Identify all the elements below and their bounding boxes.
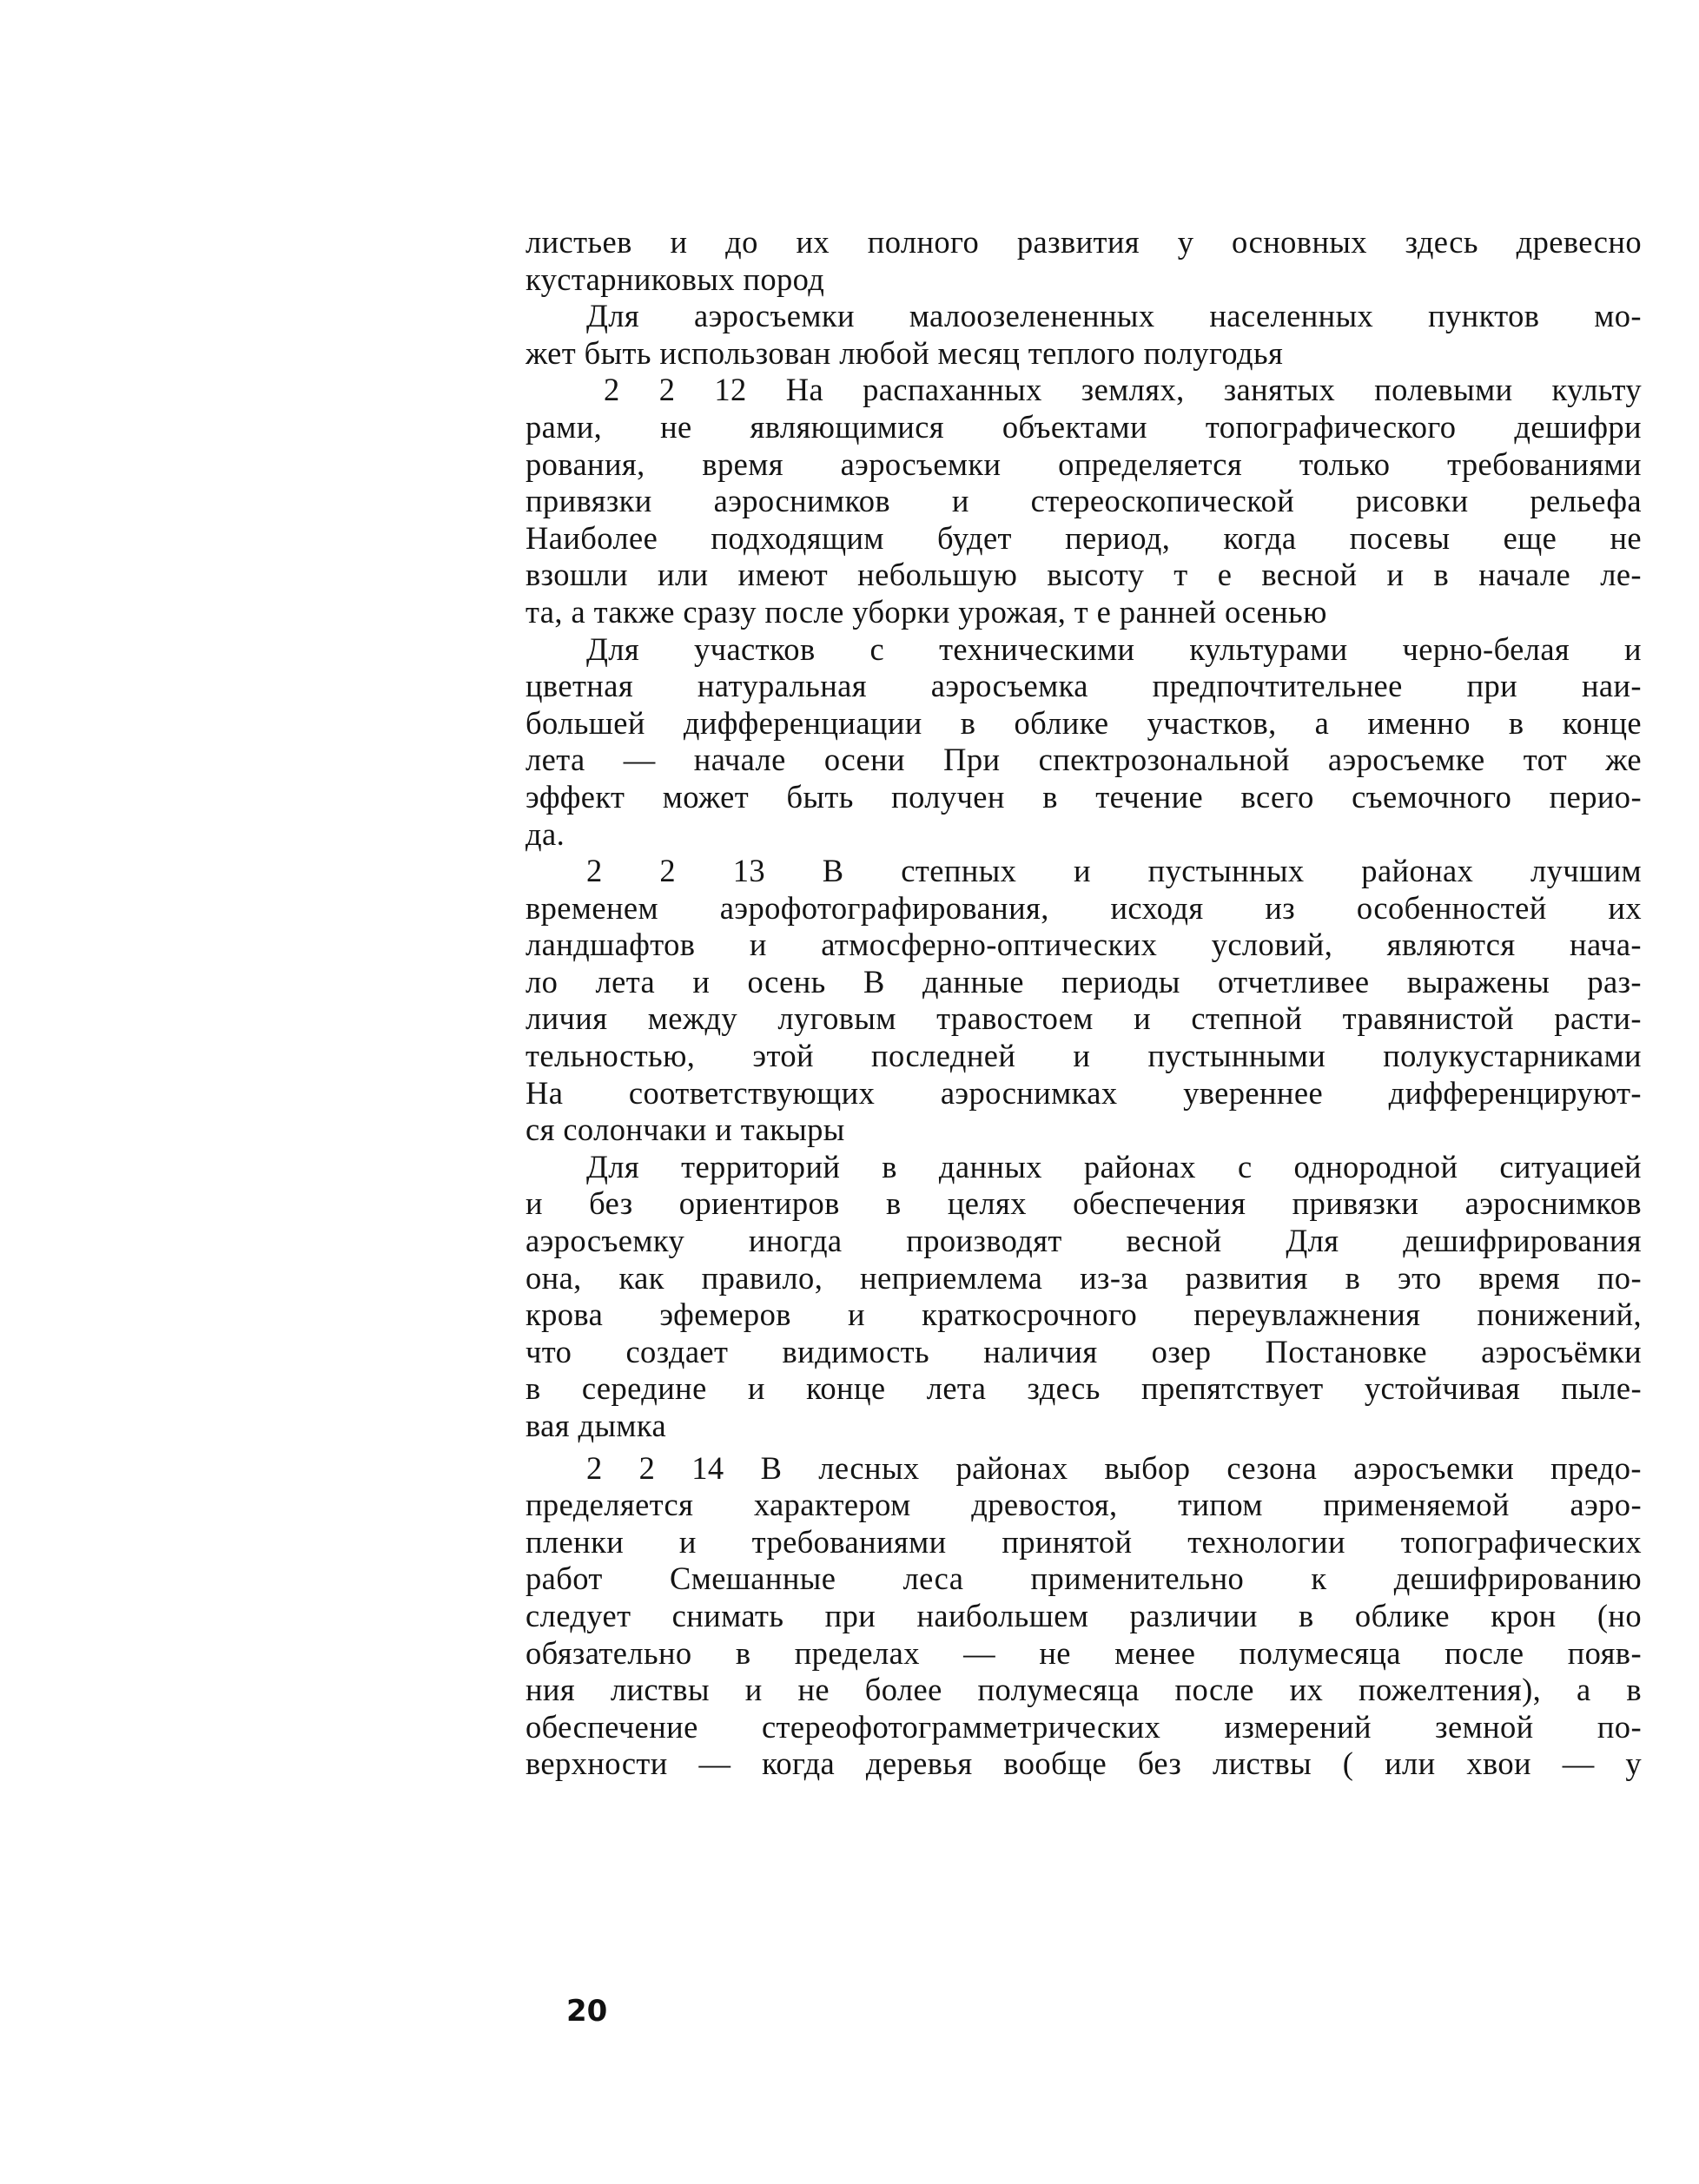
text-line: Для аэросъемки малоозелененных населенных пунктов мо-	[586, 298, 1642, 334]
text-line: обязательно в пределах — не менее полумесяца после появ-	[526, 1634, 1642, 1671]
text-line: тельностью, этой последней и пустынными полукустарниками	[526, 1038, 1642, 1074]
text-line: ландшафтов и атмосферно-оптических условий, являются нача-	[526, 927, 1642, 963]
text-line: аэросъемку иногда производят весной Для дешифрирования	[526, 1223, 1642, 1259]
text-line: вая дымка	[526, 1408, 667, 1443]
text-line: работ Смешанные леса применительно к дешифрированию	[526, 1560, 1642, 1597]
text-line: большей дифференциации в облике участков, а именно в конце	[526, 704, 1642, 741]
text-line: 2 2 12 На распаханных землях, занятых полевыми культу	[604, 372, 1642, 408]
text-line: взошли или имеют небольшую высоту т е весной и в начале ле-	[526, 557, 1642, 593]
text-line: привязки аэроснимков и стереоскопической рисовки рельефа	[526, 483, 1642, 519]
text-line: кустарниковых пород	[526, 261, 825, 297]
body-text	[526, 224, 1642, 1783]
text-line: крова эфемеров и краткосрочного переувлажнения понижений,	[526, 1297, 1642, 1333]
text-line: 2 2 14 В лесных районах выбор сезона аэросъемки предо-	[586, 1449, 1642, 1486]
text-line: рования, время аэросъемки определяется только требованиями	[526, 445, 1642, 482]
page-number: 20	[566, 1994, 608, 2029]
text-line: пленки и требованиями принятой технологии топографических	[526, 1523, 1642, 1560]
text-line: ло лета и осень В данные периоды отчетливее выражены раз-	[526, 963, 1642, 1000]
text-line: 2 2 13 В степных и пустынных районах лучшим	[586, 853, 1642, 889]
text-line: личия между луговым травостоем и степной травянистой расти-	[526, 1000, 1642, 1037]
text-line: листьев и до их полного развития у основных здесь древесно	[526, 224, 1642, 260]
text-line: что создает видимость наличия озер Постановке аэросъёмки	[526, 1333, 1642, 1369]
text-line: На соответствующих аэроснимках увереннее дифференцируют-	[526, 1074, 1642, 1111]
text-line: цветная натуральная аэросъемка предпочтительнее при наи-	[526, 668, 1642, 704]
text-line: жет быть использован любой месяц теплого полугодья	[526, 334, 1284, 371]
text-line: в середине и конце лета здесь препятствует устойчивая пыле-	[526, 1370, 1642, 1407]
text-line: лета — начале осени При спектрозональной аэросъемке тот же	[526, 742, 1642, 778]
text-line: пределяется характером древостоя, типом применяемой аэро-	[526, 1487, 1642, 1523]
text-line: эффект может быть получен в течение всего съемочного перио-	[526, 778, 1642, 815]
text-line: она, как правило, неприемлема из-за развития в это время по-	[526, 1259, 1642, 1296]
text-line: и без ориентиров в целях обеспечения привязки аэроснимков	[526, 1185, 1642, 1222]
text-line: обеспечение стереофотограмметрических измерений земной по-	[526, 1708, 1642, 1745]
text-line: ния листвы и не более полумесяца после их пожелтения), а в	[526, 1672, 1642, 1708]
text-line: Для участков с техническими культурами черно-белая и	[586, 630, 1642, 667]
text-line: верхности — когда деревья вообще без листвы ( или хвои — у	[526, 1745, 1642, 1782]
text-line: рами, не являющимися объектами топографического дешифри	[526, 408, 1642, 445]
text-line: да.	[526, 815, 565, 852]
text-line: ся солончаки и такыры	[526, 1112, 845, 1148]
text-line: следует снимать при наибольшем различии в облике крон (но	[526, 1597, 1642, 1633]
text-line: та, а также сразу после уборки урожая, т е ранней осенью	[526, 593, 1327, 630]
text-line: Для территорий в данных районах с однородной ситуацией	[586, 1148, 1642, 1184]
text-line: временем аэрофотографирования, исходя из особенностей их	[526, 889, 1642, 926]
text-line: Наиболее подходящим будет период, когда посевы еще не	[526, 519, 1642, 556]
